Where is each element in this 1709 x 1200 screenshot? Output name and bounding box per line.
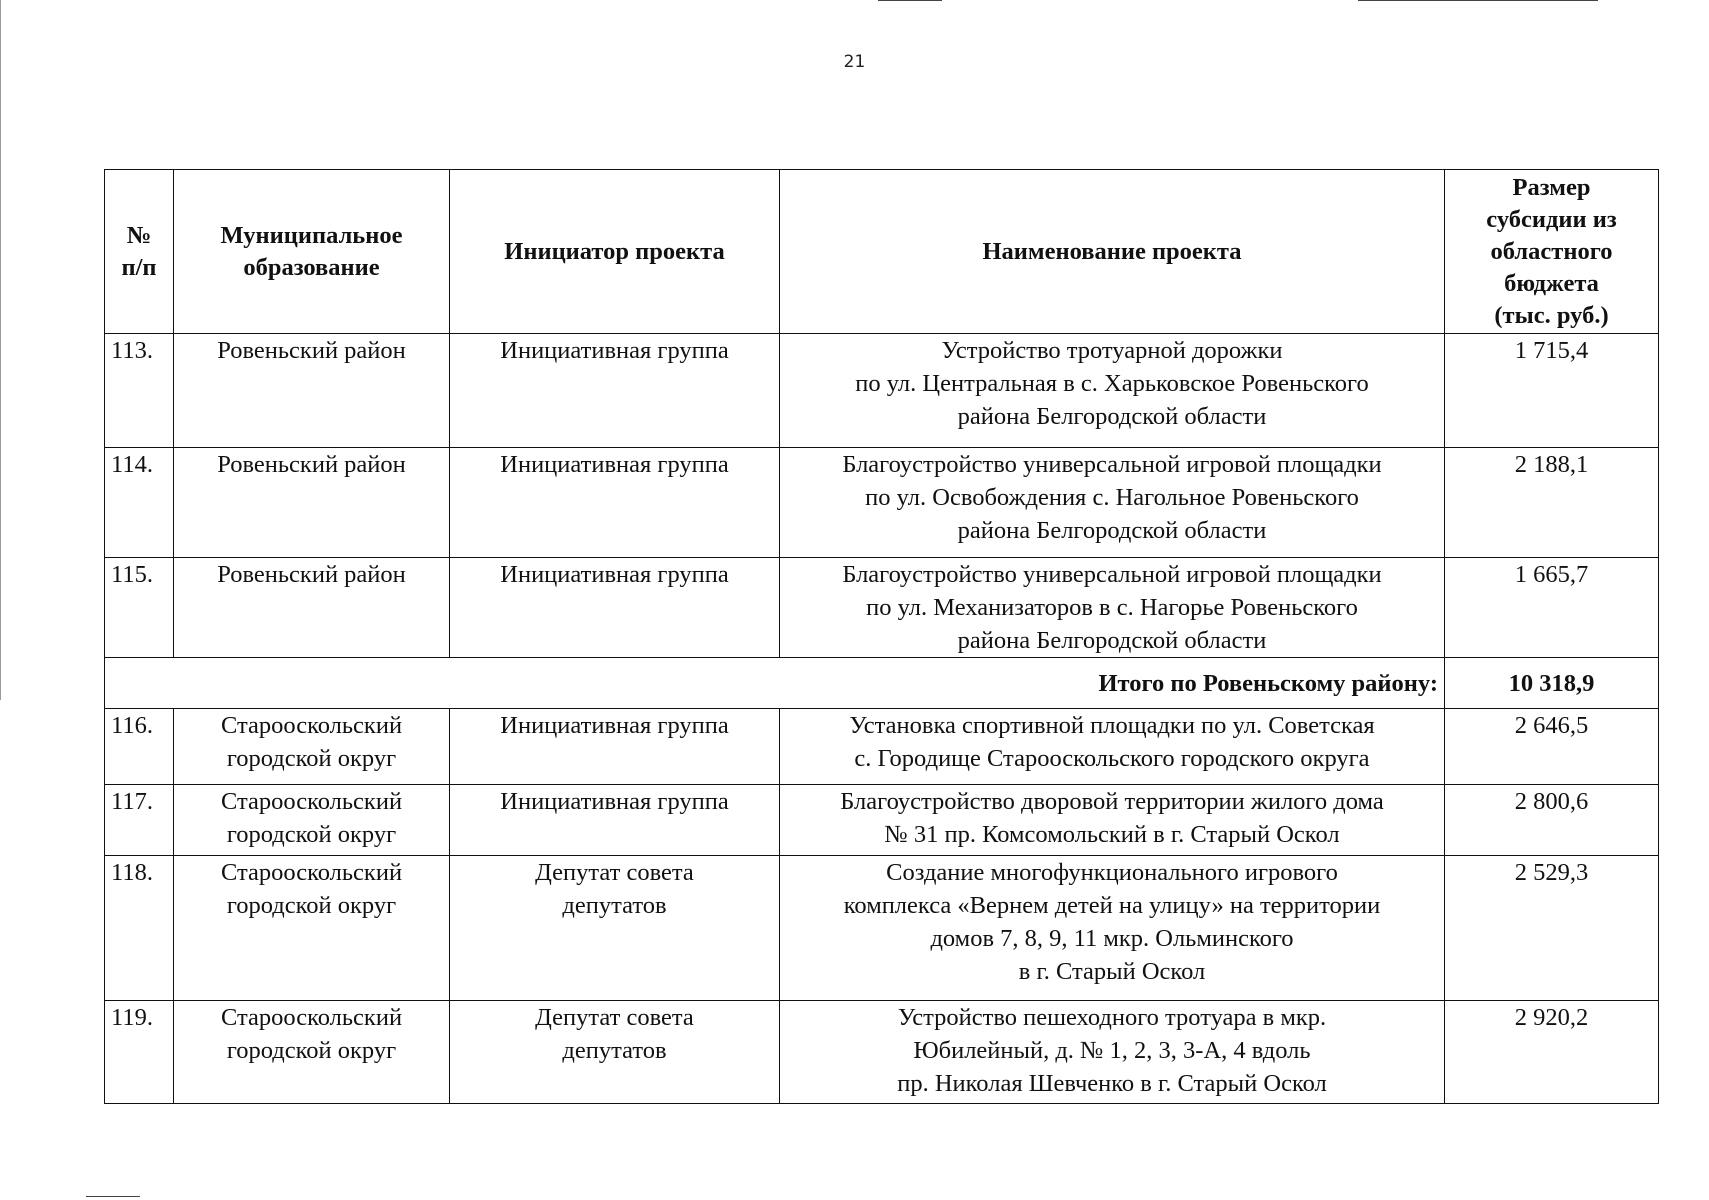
row-initiator: Инициативная группа: [450, 448, 780, 558]
row-number: 118.: [105, 856, 174, 1001]
row-amount: 2 646,5: [1445, 709, 1659, 785]
page-number: 21: [843, 52, 866, 72]
row-amount: 2 188,1: [1445, 448, 1659, 558]
row-project: Устройство тротуарной дорожки по ул. Центральная в с. Харьковское Ровеньского района Белгородской области: [780, 334, 1445, 448]
row-amount: 1 665,7: [1445, 558, 1659, 658]
row-municipality: Старооскольский городской округ: [174, 856, 450, 1001]
row-project: Установка спортивной площадки по ул. Советская с. Городище Старооскольского городского округа: [780, 709, 1445, 785]
subtotal-row: [105, 658, 1659, 709]
table-row: [105, 1001, 1659, 1104]
header-municipality: Муниципальное образование: [174, 170, 450, 334]
table-row: [105, 558, 1659, 658]
row-municipality: Старооскольский городской округ: [174, 709, 450, 785]
scan-artifact-line: [878, 0, 942, 1]
subtotal-amount: 10 318,9: [1445, 658, 1659, 709]
header-number: № п/п: [105, 170, 174, 334]
row-initiator: Инициативная группа: [450, 709, 780, 785]
table-row: [105, 334, 1659, 448]
table-row: [105, 785, 1659, 856]
row-municipality: Ровеньский район: [174, 448, 450, 558]
row-amount: 2 529,3: [1445, 856, 1659, 1001]
header-amount: Размер субсидии из областного бюджета (тыс. руб.): [1445, 170, 1659, 334]
row-municipality: Старооскольский городской округ: [174, 1001, 450, 1104]
header-initiator: Инициатор проекта: [450, 170, 780, 334]
scan-edge: [0, 0, 1, 700]
row-project: Благоустройство универсальной игровой площадки по ул. Механизаторов в с. Нагорье Ровеньского района Белгородской области: [780, 558, 1445, 658]
row-initiator: Инициативная группа: [450, 785, 780, 856]
row-amount: 2 920,2: [1445, 1001, 1659, 1104]
row-initiator: Инициативная группа: [450, 334, 780, 448]
row-number: 117.: [105, 785, 174, 856]
row-number: 116.: [105, 709, 174, 785]
row-initiator: Инициативная группа: [450, 558, 780, 658]
table-header-row: [105, 170, 1659, 334]
row-initiator: Депутат совета депутатов: [450, 856, 780, 1001]
header-project: Наименование проекта: [780, 170, 1445, 334]
row-project: Благоустройство дворовой территории жилого дома № 31 пр. Комсомольский в г. Старый Оскол: [780, 785, 1445, 856]
row-project: Благоустройство универсальной игровой площадки по ул. Освобождения с. Нагольное Ровеньского района Белгородской области: [780, 448, 1445, 558]
row-amount: 2 800,6: [1445, 785, 1659, 856]
subtotal-label: Итого по Ровеньскому району:: [105, 658, 1445, 709]
row-initiator: Депутат совета депутатов: [450, 1001, 780, 1104]
row-number: 119.: [105, 1001, 174, 1104]
scan-artifact-line: [1358, 0, 1598, 1]
scan-artifact-line: [86, 1196, 140, 1197]
row-municipality: Ровеньский район: [174, 334, 450, 448]
table-row: [105, 448, 1659, 558]
table-row: [105, 709, 1659, 785]
row-amount: 1 715,4: [1445, 334, 1659, 448]
row-number: 114.: [105, 448, 174, 558]
row-municipality: Ровеньский район: [174, 558, 450, 658]
row-number: 115.: [105, 558, 174, 658]
row-project: Устройство пешеходного тротуара в мкр. Юбилейный, д. № 1, 2, 3, 3-А, 4 вдоль пр. Николая Шевченко в г. Старый Оскол: [780, 1001, 1445, 1104]
row-project: Создание многофункционального игрового комплекса «Вернем детей на улицу» на территории домов 7, 8, 9, 11 мкр. Ольминского в г. Старый Оскол: [780, 856, 1445, 1001]
table-row: [105, 856, 1659, 1001]
row-municipality: Старооскольский городской округ: [174, 785, 450, 856]
subsidy-table: [104, 169, 1659, 1104]
row-number: 113.: [105, 334, 174, 448]
